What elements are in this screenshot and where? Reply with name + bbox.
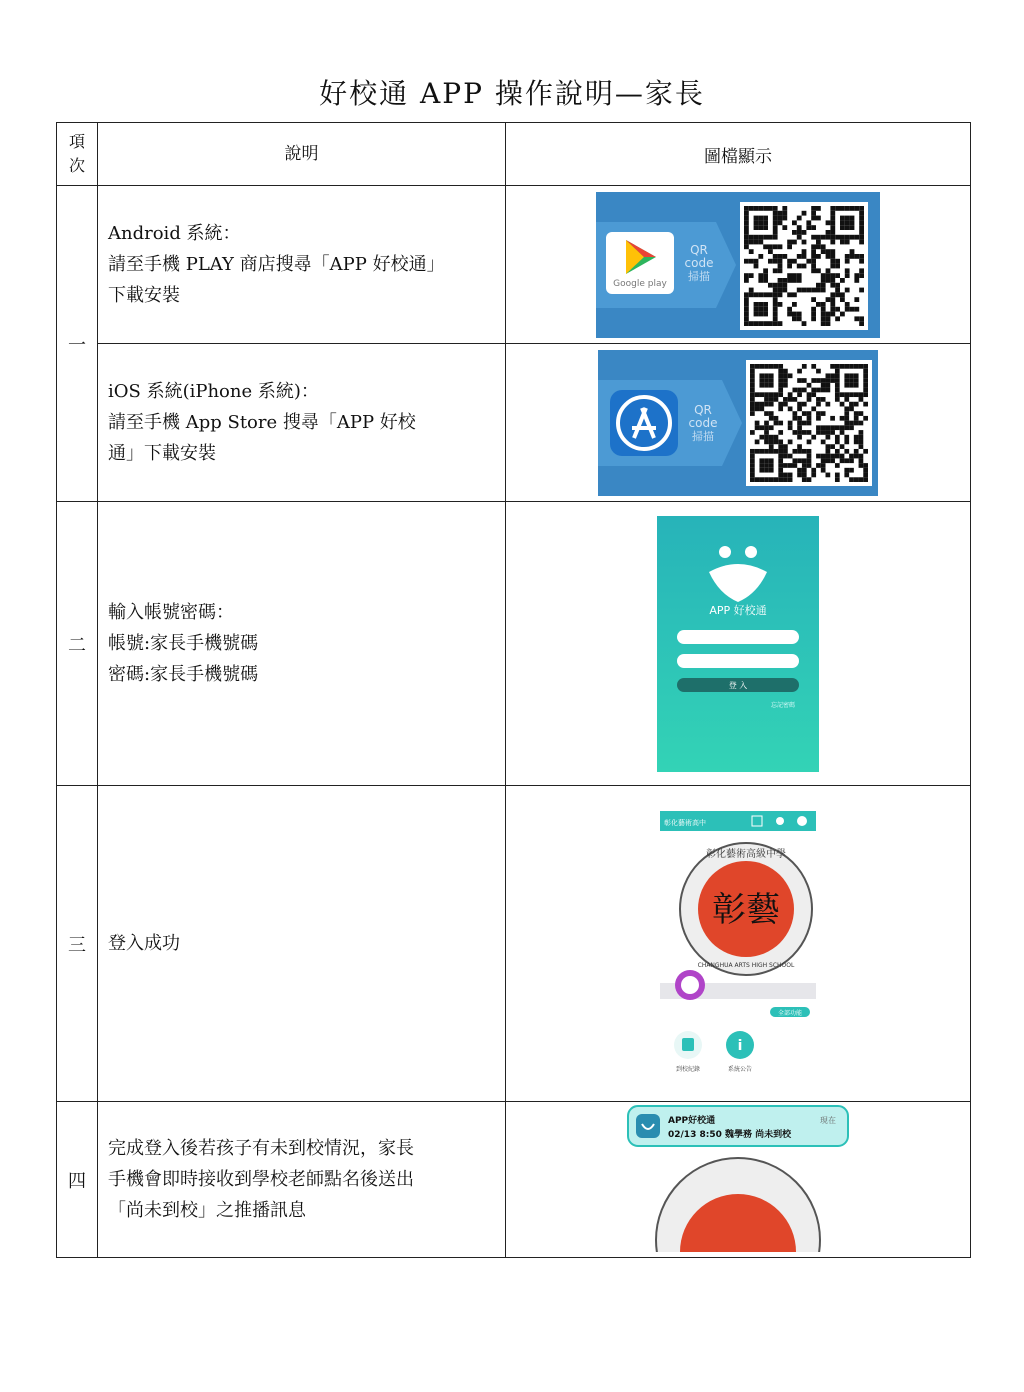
gear-icon xyxy=(797,816,807,826)
push-notification xyxy=(628,1106,848,1146)
header-index: 項 次 xyxy=(57,123,98,186)
svg-text:到校紀錄: 到校紀錄 xyxy=(675,1065,701,1073)
notification-image xyxy=(626,1102,850,1252)
qr-code-icon xyxy=(740,202,868,330)
svg-text:QR: QR xyxy=(694,402,712,417)
app-store-qr-image xyxy=(598,350,878,496)
table-row xyxy=(57,502,971,786)
svg-text:code: code xyxy=(688,415,718,430)
row-description: 登入成功 xyxy=(98,786,506,1102)
row-index: 一 xyxy=(57,186,98,502)
header-image: 圖檔顯示 xyxy=(506,123,971,186)
svg-text:code: code xyxy=(684,255,714,270)
row-image xyxy=(506,186,971,344)
table-row xyxy=(57,186,971,344)
bell-icon xyxy=(776,817,784,825)
qr-code-icon xyxy=(746,360,872,486)
svg-text:全部功能: 全部功能 xyxy=(777,1009,803,1017)
row-description: iOS 系統(iPhone 系統)： 請至手機 App Store 搜尋「APP 好校 通」下載安裝 xyxy=(98,344,506,502)
table-row xyxy=(57,786,971,1102)
svg-text:掃描: 掃描 xyxy=(688,269,710,283)
row-index: 四 xyxy=(57,1102,98,1258)
svg-text:i: i xyxy=(737,1037,743,1054)
svg-text:QR: QR xyxy=(690,242,708,257)
row-description: 輸入帳號密碼： 帳號:家長手機號碼 密碼:家長手機號碼 xyxy=(98,502,506,786)
row-index: 二 xyxy=(57,502,98,786)
header-description: 說明 xyxy=(98,123,506,186)
row-description: Android 系統： 請至手機 PLAY 商店搜尋「APP 好校通」 下載安裝 xyxy=(98,186,506,344)
table-header-row xyxy=(57,123,971,186)
svg-text:彰化藝術高級中學: 彰化藝術高級中學 xyxy=(706,848,786,860)
svg-text:02/13 8:50 魏學務 尚未到校: 02/13 8:50 魏學務 尚未到校 xyxy=(668,1130,792,1140)
table-row xyxy=(57,344,971,502)
row-image xyxy=(506,344,971,502)
row-description: 完成登入後若孩子有未到校情況，家長 手機會即時接收到學校老師點名後送出 「尚未到校」之推播訊息 xyxy=(98,1102,506,1258)
app-logo-icon xyxy=(636,1114,660,1138)
svg-text:掃描: 掃描 xyxy=(692,429,714,443)
svg-text:APP好校通: APP好校通 xyxy=(668,1116,716,1126)
svg-text:登 入: 登 入 xyxy=(728,680,748,690)
row-image xyxy=(506,786,971,1102)
page-title: 好校通 APP 操作說明—家長 xyxy=(319,77,705,110)
svg-text:現在: 現在 xyxy=(820,1116,836,1125)
home-screen-image xyxy=(658,809,818,1079)
instruction-table xyxy=(56,122,971,1258)
row-index: 三 xyxy=(57,786,98,1102)
google-play-label: Google play xyxy=(613,278,667,289)
password-input xyxy=(677,654,799,668)
row-image xyxy=(506,502,971,786)
login-screen-image xyxy=(657,516,819,772)
app-store-icon xyxy=(610,390,678,456)
account-input xyxy=(677,630,799,644)
svg-text:CHANGHUA ARTS HIGH SCHOOL: CHANGHUA ARTS HIGH SCHOOL xyxy=(697,961,795,969)
svg-text:系統公告: 系統公告 xyxy=(727,1065,753,1073)
svg-text:彰藝: 彰藝 xyxy=(712,889,780,930)
app-name: APP 好校通 xyxy=(709,603,767,617)
google-play-qr-image xyxy=(596,192,880,338)
table-row xyxy=(57,1102,971,1258)
row-image xyxy=(506,1102,971,1258)
school-header: 彰化藝術高中 xyxy=(664,818,706,827)
forgot-password-link: 忘記密碼 xyxy=(770,701,796,709)
